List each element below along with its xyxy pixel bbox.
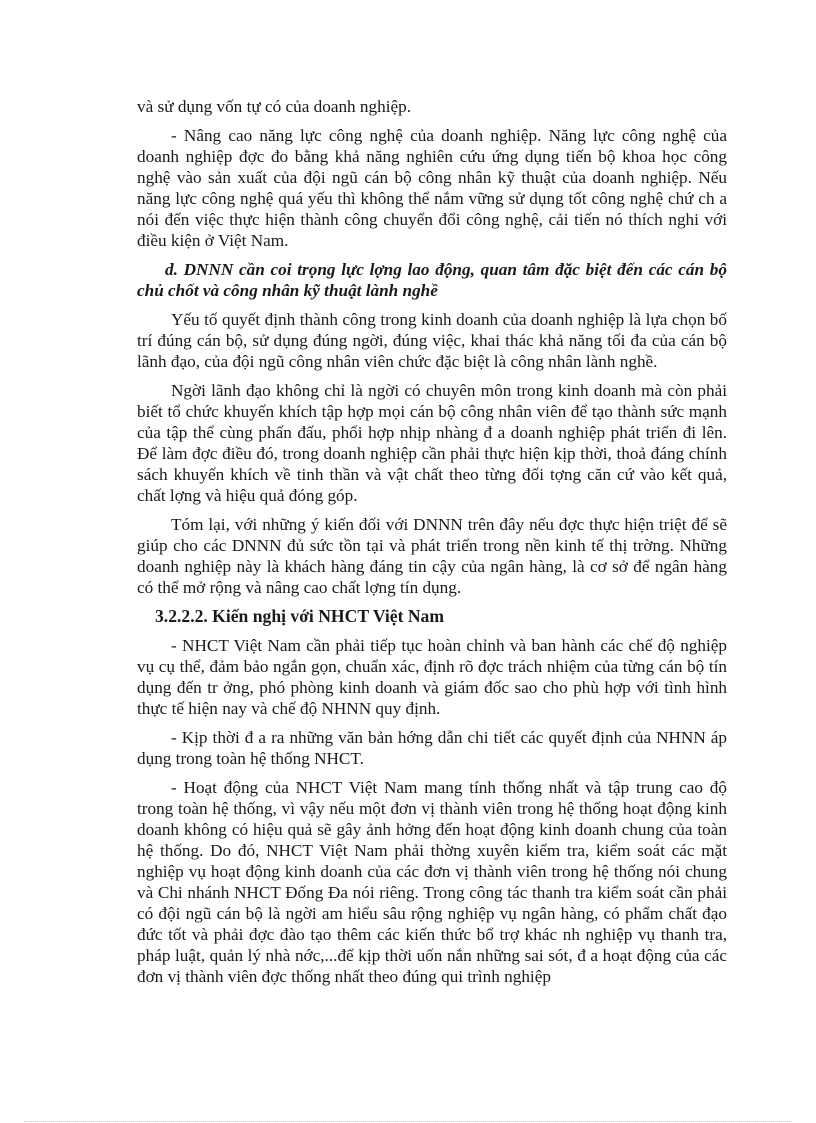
page-bottom-divider xyxy=(24,1121,792,1122)
document-page xyxy=(137,96,727,987)
paragraph-operations: - Hoạt động của NHCT Việt Nam mang tính thống nhất và tập trung cao độ trong toàn hệ thống, vì vậy nếu một đơn vị thành viên trong hệ thống hoạt động kinh doanh không có hiệu quả sẽ gây ảnh hởng đến hoạt động kinh doanh chung của toàn hệ thống. Do đó, NHCT Việt Nam phải thờng xuyên kiểm tra, kiểm soát các mặt nghiệp vụ hoạt động kinh doanh của các đơn vị thành viên trong hệ thống nói chung và Chi nhánh NHCT Đống Đa nói riêng. Trong công tác thanh tra kiểm soát cần phải có đội ngũ cán bộ là ngời am hiểu sâu rộng nghiệp vụ ngân hàng, có phẩm chất đạo đức tốt và phải đợc đào tạo thêm các kiến thức bổ trợ khác nh nghiệp vụ thanh tra, pháp luật, quản lý nhà nớc,...để kịp thời uốn nắn những sai sót, đ a hoạt động của các đơn vị thành viên đợc thống nhất theo đúng qui trình nghiệp xyxy=(137,778,727,986)
paragraph-technology: - Nâng cao năng lực công nghệ của doanh nghiệp. Năng lực công nghệ của doanh nghiệp đợc đo bằng khả năng nghiên cứu ứng dụng tiến bộ khoa học công nghệ vào sản xuất của đội ngũ cán bộ công nhân kỹ thuật của doanh nghiệp. Nếu năng lực công nghệ quá yếu thì không thể nắm vững sử dụng tốt công nghệ chứ ch a nói đến việc thực hiện thành công chuyển đổi công nghệ, cải tiến nó thích nghi với điều kiện ở Việt Nam. xyxy=(137,126,727,250)
paragraph-leader: Ngời lãnh đạo không chỉ là ngời có chuyên môn trong kinh doanh mà còn phải biết tổ chức khuyến khích tập hợp mọi cán bộ công nhân viên để tạo thành sức mạnh của tập thể cùng phấn đấu, phối hợp nhịp nhàng đ a doanh nghiệp phát triển đi lên. Để làm đợc điều đó, trong doanh nghiệp cần phải thực hiện kịp thời, thoả đáng chính sách khuyến khích về tinh thần và vật chất theo từng đối tợng căn cứ vào kết quả, chất lợng và hiệu quả đóng góp. xyxy=(137,381,727,505)
paragraph-regulations: - NHCT Việt Nam cần phải tiếp tục hoàn chỉnh và ban hành các chế độ nghiệp vụ cụ thể, đảm bảo ngắn gọn, chuẩn xác, định rõ đợc trách nhiệm của từng cán bộ tín dụng đến tr ởng, phó phòng kinh doanh và giám đốc sao cho phù hợp với tình hình thực tế hiện nay và chế độ NHNN quy định. xyxy=(137,636,727,718)
paragraph-key-factor: Yếu tố quyết định thành công trong kinh doanh của doanh nghiệp là lựa chọn bố trí đúng cán bộ, sử dụng đúng ngời, đúng việc, khai thác khả năng tối đa của cán bộ lãnh đạo, của đội ngũ công nhân viên chức đặc biệt là công nhân lành nghề. xyxy=(137,310,727,371)
section-heading: 3.2.2.2. Kiến nghị với NHCT Việt Nam xyxy=(155,606,444,626)
paragraph-summary: Tóm lại, với những ý kiến đối với DNNN trên đây nếu đợc thực hiện triệt để sẽ giúp cho các DNNN đủ sức tồn tại và phát triển trong nền kinh tế thị trờng. Những doanh nghiệp này là khách hàng đáng tin cậy của ngân hàng, là cơ sở để ngân hàng có thể mở rộng và nâng cao chất lợng tín dụng. xyxy=(137,515,727,597)
paragraph-continuation: và sử dụng vốn tự có của doanh nghiệp. xyxy=(137,97,412,116)
paragraph-guidance: - Kịp thời đ a ra những văn bản hớng dẫn chi tiết các quyết định của NHNN áp dụng trong toàn hệ thống NHCT. xyxy=(137,728,727,768)
subsection-heading-d: d. DNNN cần coi trọng lực lợng lao động, quan tâm đặc biệt đến các cán bộ chủ chốt và công nhân kỹ thuật lành nghề xyxy=(137,260,727,300)
